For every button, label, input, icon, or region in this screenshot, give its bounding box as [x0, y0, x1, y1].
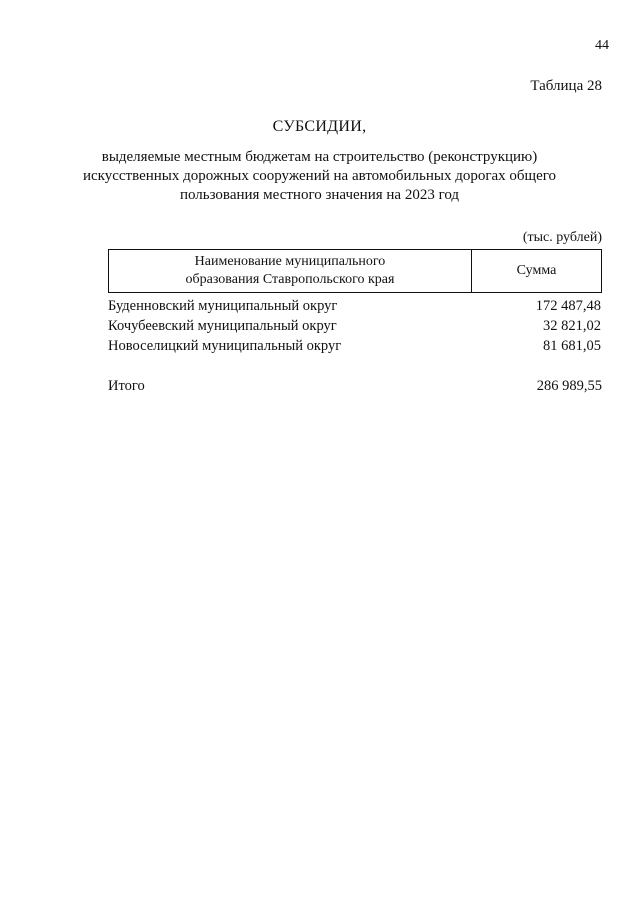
header-name-line: образования Ставропольского края: [185, 272, 395, 287]
row-sum: 81 681,05: [543, 338, 601, 354]
total-row: [108, 376, 602, 396]
document-subtitle: [0, 148, 639, 205]
unit-label: (тыс. рублей): [522, 230, 602, 245]
header-name-column: [109, 250, 472, 292]
total-label: Итого: [108, 378, 145, 394]
row-name: Новоселицкий муниципальный округ: [108, 338, 342, 354]
row-sum: 172 487,48: [535, 298, 601, 314]
page-number: 44: [595, 38, 609, 53]
header-name-line: Наименование муниципального: [194, 254, 386, 269]
table-header: [108, 249, 602, 293]
table-label: Таблица 28: [530, 78, 602, 94]
row-name: Кочубеевский муниципальный округ: [108, 318, 337, 334]
subtitle-line: пользования местного значения на 2023 год: [179, 187, 460, 203]
row-sum: 32 821,02: [543, 318, 601, 334]
table-row: [108, 296, 602, 316]
table-row: [108, 316, 602, 336]
table-body: [108, 296, 602, 356]
total-sum: 286 989,55: [536, 378, 602, 394]
row-name: Буденновский муниципальный округ: [108, 298, 338, 314]
header-sum-column: Сумма: [516, 263, 557, 278]
subtitle-line: искусственных дорожных сооружений на автомобильных дорогах общего: [82, 168, 557, 184]
subtitle-line: выделяемые местным бюджетам на строительство (реконструкцию): [101, 149, 538, 165]
document-title: СУБСИДИИ,: [272, 118, 367, 135]
table-row: [108, 336, 602, 356]
